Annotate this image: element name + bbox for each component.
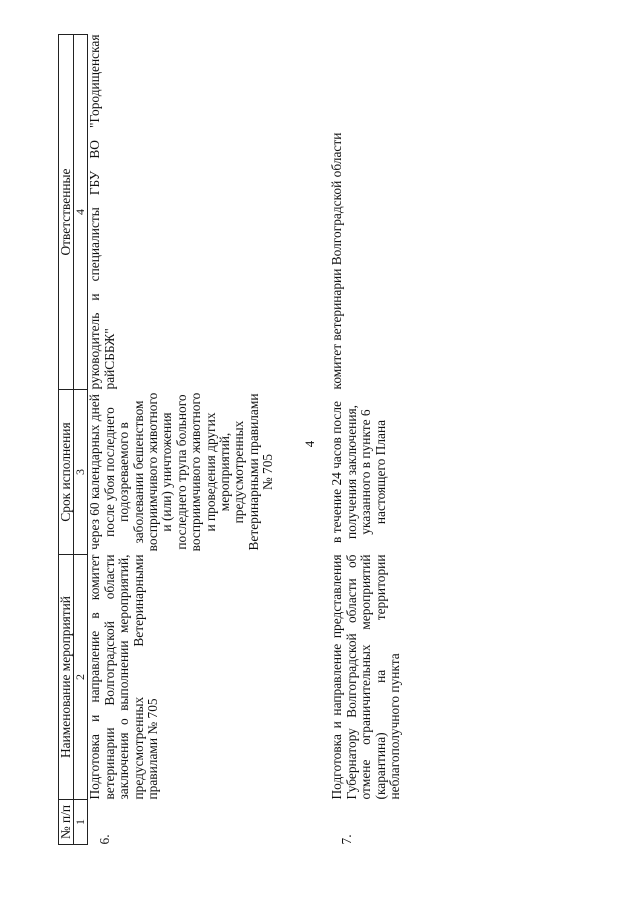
row-number: 7. [339,834,355,845]
responsible-cell: руководитель и специалисты ГБУ ВО "Городищенская райСББЖ" [87,34,117,390]
page-number: 4 [302,440,317,448]
column-number-4: 4 [74,35,88,390]
table-header-row [59,35,74,845]
table-row [330,35,402,845]
header-deadline: Срок исполнения [59,390,74,555]
rotated-document-area [58,35,458,845]
activity-cell: Подготовка и направление представления Губернатору Волгоградской области об отмене ограничительных мероприятий (карантина) на территории неблагополучного пункта [329,554,403,800]
table-row [88,35,331,845]
column-number-3: 3 [74,390,88,555]
header-activity: Наименование мероприятий [59,555,74,800]
row-number: 6. [97,834,113,845]
activities-table [58,34,402,845]
header-number: № п/п [59,800,74,845]
responsible-cell: комитет ветеринарии Волгоградской области [329,132,345,390]
deadline-cell: через 60 календарных дней после убоя последнего подозреваемого в заболевании бешенством восприимчивого животного и (или) уничтожения последнего трупа больного восприимчивого животного и проведения других мероприятий, предусмотренных Ветеринарными правилами № 705 [87,392,276,552]
column-numbers-row [74,35,88,845]
activity-cell: Подготовка и направление в комитет ветеринарии Волгоградской области заключения о выполнении мероприятий, предусмотренных Ветеринарными правилами № 705 [87,554,161,800]
column-number-1: 1 [74,800,88,845]
header-responsible: Ответственные [59,35,74,390]
deadline-cell: в течение 24 часов после получения заключения, указанного в пункте 6 настоящего Плана [329,401,388,543]
column-number-2: 2 [74,555,88,800]
